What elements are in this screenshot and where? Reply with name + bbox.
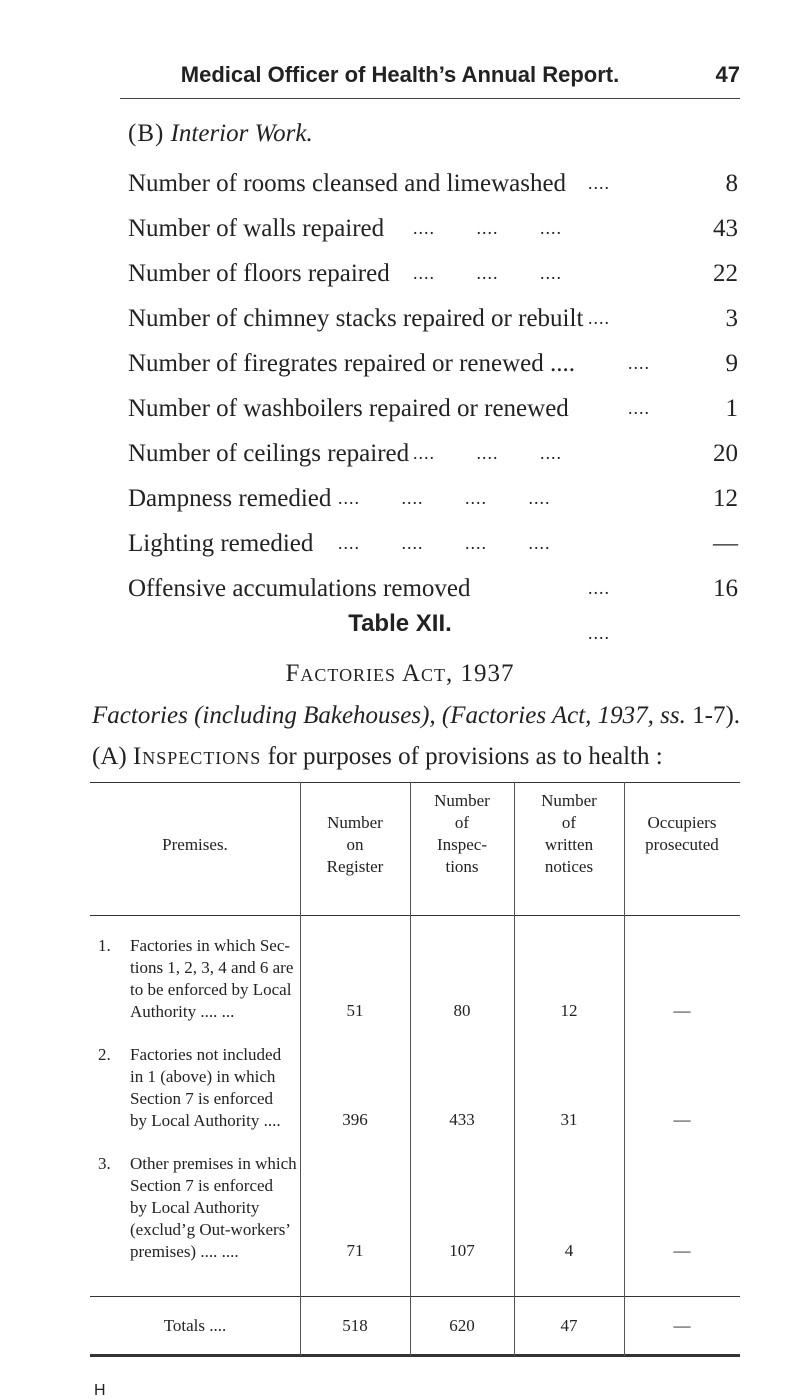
- leader-dots: .... .... ....: [413, 263, 562, 283]
- row-line: in 1 (above) in which: [130, 1067, 276, 1086]
- work-label: Number of walls repaired: [128, 215, 385, 242]
- header-notices-line: written: [544, 835, 594, 854]
- work-row: [128, 296, 738, 341]
- header-inspections-line: Number: [434, 791, 490, 810]
- work-label: Dampness remedied: [128, 485, 332, 512]
- inspections-table: [90, 782, 740, 1362]
- factories-line-main: Factories (including Bakehouses), (Factories Act, 1937,: [92, 702, 654, 729]
- totals-prosecuted: —: [673, 1316, 691, 1335]
- work-row: [128, 521, 738, 566]
- header-prosecuted-line: Occupiers: [647, 813, 717, 832]
- header-premises: Premises.: [162, 835, 228, 854]
- act-title: Factories Act, 1937: [285, 660, 515, 687]
- totals-notices: 47: [560, 1316, 578, 1335]
- header-rule: [120, 98, 740, 99]
- work-value: 3: [725, 305, 738, 332]
- work-row: [128, 206, 738, 251]
- cell-register: 51: [346, 1001, 364, 1020]
- leader-dots: ....: [628, 398, 650, 418]
- leader-dots: .... .... .... ....: [338, 533, 551, 553]
- header-prosecuted-line: prosecuted: [645, 835, 719, 854]
- factories-line: [92, 702, 740, 730]
- row-line: to be enforced by Local: [130, 980, 292, 999]
- row-line: Factories in which Sec-: [130, 936, 291, 955]
- header-inspections-line: Inspec-: [436, 835, 488, 854]
- work-value: 20: [713, 440, 738, 467]
- row-line: (exclud’g Out-workers’: [130, 1220, 291, 1239]
- row-line: Other premises in which: [130, 1154, 297, 1173]
- header-register-line: Number: [327, 813, 383, 832]
- work-label: Number of chimney stacks repaired or rebuilt: [128, 305, 584, 332]
- row-premises: [130, 1044, 300, 1132]
- leader-dots: ....: [628, 353, 650, 373]
- cell-prosecuted: —: [673, 1001, 691, 1020]
- cell-prosecuted: —: [673, 1110, 691, 1129]
- section-a-rest: for purposes of provisions as to health :: [267, 743, 663, 770]
- header-register-line: Register: [326, 857, 384, 876]
- interior-work-title: Interior Work.: [170, 120, 313, 147]
- work-row: [128, 476, 738, 521]
- work-value: 16: [713, 575, 738, 602]
- header-register-line: on: [346, 835, 364, 854]
- work-label: Number of rooms cleansed and limewashed: [128, 170, 567, 197]
- header-inspections-line: of: [454, 813, 470, 832]
- section-a-heading: [92, 743, 663, 771]
- cell-notices: 4: [564, 1241, 574, 1260]
- cell-notices: 12: [560, 1001, 578, 1020]
- section-a-lead: Inspections: [132, 743, 262, 770]
- page-number: 47: [715, 62, 740, 87]
- work-row: [128, 251, 738, 296]
- row-premises: [130, 935, 300, 1023]
- cell-notices: 31: [560, 1110, 578, 1129]
- totals-label: Totals ....: [163, 1316, 227, 1335]
- work-row: [128, 341, 738, 386]
- cell-register: 396: [342, 1110, 368, 1129]
- header-notices-line: Number: [541, 791, 597, 810]
- cell-inspections: 80: [453, 1001, 471, 1020]
- work-value: —: [713, 530, 738, 557]
- totals-register: 518: [342, 1316, 368, 1335]
- signature-letter: H: [94, 1382, 106, 1399]
- totals-top-rule: [90, 1296, 740, 1297]
- table-top-rule: [90, 782, 740, 783]
- work-row: [128, 431, 738, 476]
- work-value: 43: [713, 215, 738, 242]
- interior-work-heading: [128, 120, 313, 148]
- header-notices: [514, 790, 624, 878]
- leader-dots: ....: [588, 173, 610, 193]
- work-value: 8: [725, 170, 738, 197]
- header-notices-line: of: [561, 813, 577, 832]
- row-line: Section 7 is enforced: [130, 1176, 274, 1195]
- factories-line-sections: 1-7).: [692, 702, 741, 729]
- work-label: Number of floors repaired: [128, 260, 390, 287]
- row-number: 3.: [98, 1154, 111, 1173]
- work-value: 9: [725, 350, 738, 377]
- work-value: 22: [713, 260, 738, 287]
- header-inspections-line: tions: [445, 857, 479, 876]
- row-line: Factories not included: [130, 1045, 282, 1064]
- running-head: [120, 56, 740, 96]
- leader-dots: .... ....: [588, 578, 610, 643]
- table-title: Table XII.: [348, 610, 452, 637]
- leader-dots: ....: [588, 308, 610, 328]
- section-label-b: (B): [128, 120, 165, 147]
- report-title: Medical Officer of Health’s Annual Report.: [180, 62, 620, 87]
- row-number: 2.: [98, 1045, 111, 1064]
- header-bottom-rule: [90, 915, 740, 916]
- table-bottom-rule: [90, 1354, 740, 1357]
- work-label: Number of ceilings repaired: [128, 440, 410, 467]
- work-value: 1: [725, 395, 738, 422]
- cell-inspections: 107: [449, 1241, 475, 1260]
- header-prosecuted: [624, 812, 740, 856]
- totals-inspections: 620: [449, 1316, 475, 1335]
- cell-inspections: 433: [449, 1110, 475, 1129]
- work-value: 12: [713, 485, 738, 512]
- cell-prosecuted: —: [673, 1241, 691, 1260]
- header-register: [300, 812, 410, 878]
- row-line: tions 1, 2, 3, 4 and 6 are: [130, 958, 294, 977]
- column-divider: [624, 782, 625, 1356]
- header-notices-line: notices: [544, 857, 594, 876]
- leader-dots: .... .... ....: [413, 218, 562, 238]
- header-inspections: [410, 790, 514, 878]
- leader-dots: .... .... .... ....: [338, 488, 551, 508]
- row-line: premises) .... ....: [130, 1242, 239, 1261]
- work-row: [128, 386, 738, 431]
- section-label-a: (A): [92, 743, 127, 770]
- row-line: by Local Authority: [130, 1198, 260, 1217]
- work-label: Lighting remedied: [128, 530, 314, 557]
- cell-register: 71: [346, 1241, 364, 1260]
- work-label: Number of firegrates repaired or renewed ....: [128, 350, 576, 377]
- leader-dots: .... .... ....: [413, 443, 562, 463]
- factories-line-ss: ss.: [660, 702, 686, 729]
- row-premises: [130, 1153, 300, 1263]
- work-label: Number of washboilers repaired or renewed: [128, 395, 569, 422]
- row-line: by Local Authority ....: [130, 1111, 281, 1130]
- row-line: Section 7 is enforced: [130, 1089, 274, 1108]
- row-number: 1.: [98, 936, 111, 955]
- row-line: Authority .... ...: [130, 1002, 235, 1021]
- work-label: Offensive accumulations removed: [128, 575, 471, 602]
- work-row: [128, 161, 738, 206]
